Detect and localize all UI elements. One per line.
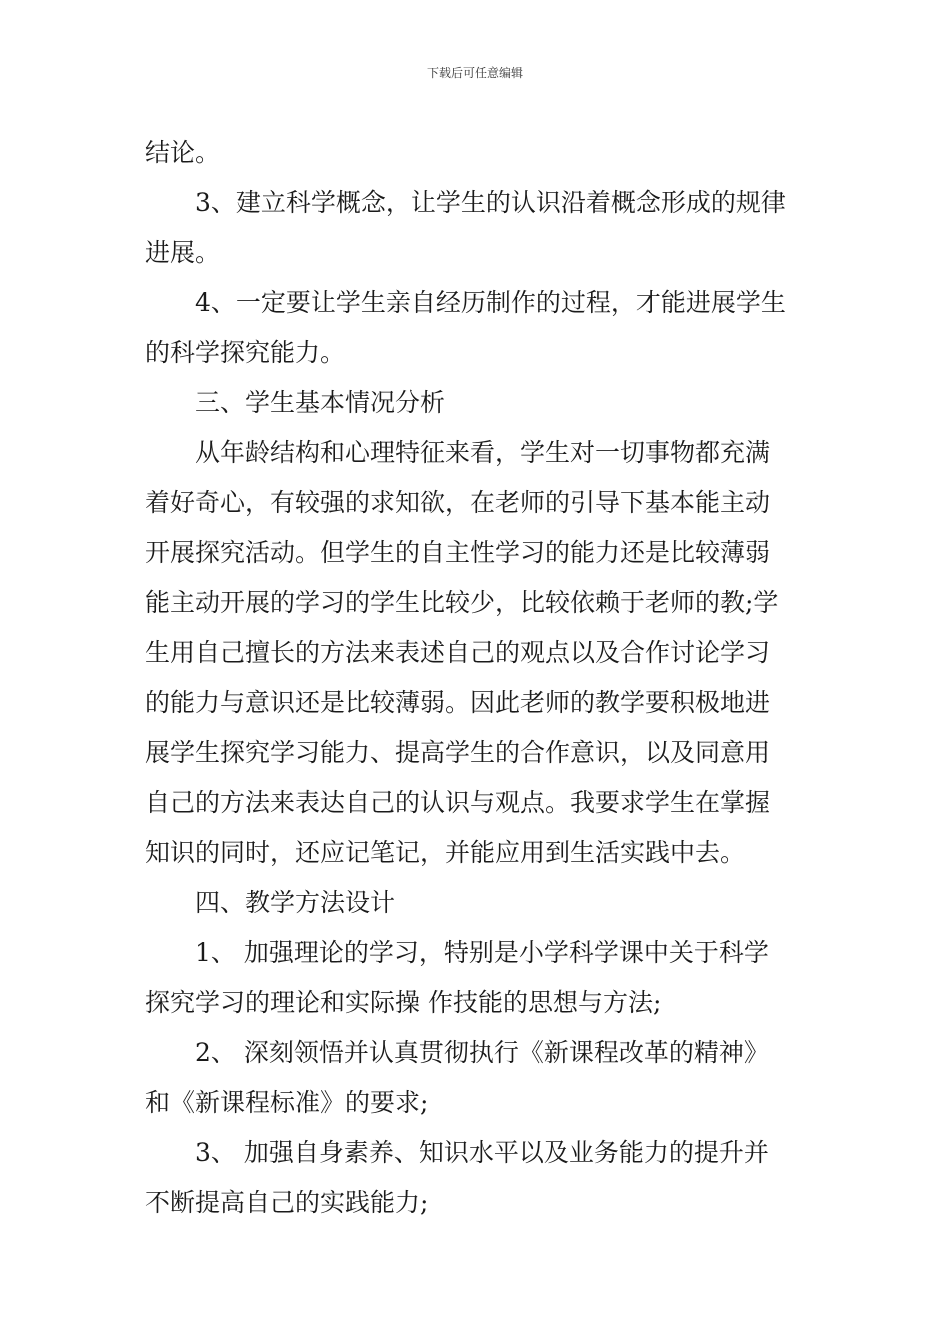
text-line: 的能力与意识还是比较薄弱。因此老师的教学要积极地进 <box>145 688 771 717</box>
text-line: 和《新课程标准》的要求; <box>145 1088 429 1117</box>
text-line: 3、 加强自身素养、知识水平以及业务能力的提升并 <box>195 1138 769 1167</box>
text-line: 展学生探究学习能力、提高学生的合作意识，以及同意用 <box>145 738 771 767</box>
text-line: 结论。 <box>145 138 221 167</box>
text-line: 开展探究活动。但学生的自主性学习的能力还是比较薄弱 <box>145 538 771 567</box>
page-header: 下载后可任意编辑 <box>426 66 523 80</box>
text-line: 不断提高自己的实践能力; <box>145 1188 429 1217</box>
text-line: 着好奇心，有较强的求知欲，在老师的引导下基本能主动 <box>145 488 771 517</box>
text-line: 探究学习的理论和实际操 作技能的思想与方法; <box>145 988 662 1017</box>
text-line: 1、 加强理论的学习，特别是小学科学课中关于科学 <box>195 938 769 967</box>
text-line: 进展。 <box>145 238 221 267</box>
text-line: 知识的同时，还应记笔记，并能应用到生活实践中去。 <box>145 838 746 867</box>
text-line: 自己的方法来表达自己的认识与观点。我要求学生在掌握 <box>145 788 771 817</box>
section-heading: 三、学生基本情况分析 <box>195 388 446 417</box>
text-line: 能主动开展的学习的学生比较少，比较依赖于老师的教;学 <box>145 588 779 617</box>
section-heading: 四、教学方法设计 <box>195 888 396 917</box>
text-line: 2、 深刻领悟并认真贯彻执行《新课程改革的精神》 <box>195 1038 769 1067</box>
text-line: 3、建立科学概念，让学生的认识沿着概念形成的规律 <box>195 188 786 217</box>
text-line: 4、一定要让学生亲自经历制作的过程，才能进展学生 <box>195 288 786 317</box>
document-body <box>145 128 810 1228</box>
text-line: 生用自己擅长的方法来表述自己的观点以及合作讨论学习 <box>145 638 771 667</box>
text-line: 的科学探究能力。 <box>145 338 346 367</box>
text-line: 从年龄结构和心理特征来看，学生对一切事物都充满 <box>195 438 771 467</box>
